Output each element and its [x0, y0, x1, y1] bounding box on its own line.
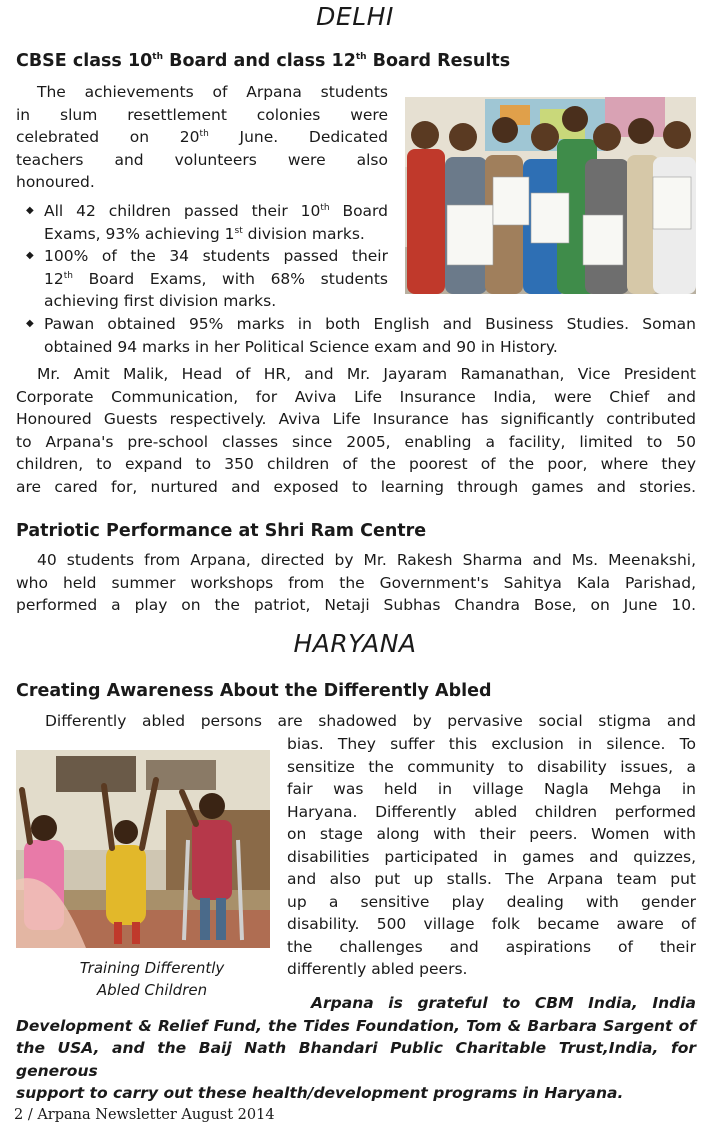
differently-abled-first-line: Differently abled persons are shadowed by pervasive social stigma and: [45, 712, 696, 730]
acknowledgement-paragraph: Arpana is grateful to CBM India, India Development & Relief Fund, the Tides Foundation, Tom & Barbara Sargent of the USA, and the Baij Nath Bhandari Public Charitable Trust,India, for generous support to carry out these health/development programs in Haryana.: [16, 994, 696, 1102]
cbse-results-list: [16, 200, 388, 313]
photo-caption: Training Differently Abled Children: [79, 959, 225, 999]
cbse-intro-paragraph: The achievements of Arpana students in slum resettlement colonies were celebrated on 20th June. Dedicated teachers and volunteers were also honoured.: [16, 83, 388, 191]
cbse-results-heading: CBSE class 10th Board and class 12th Board Results: [16, 51, 511, 71]
training-children-photo: [16, 750, 270, 948]
region-title-haryana: HARYANA: [293, 629, 417, 658]
list-item: ◆ 100% of the 34 students passed their 12th Board Exams, with 68% students achieving first division marks.: [26, 247, 388, 310]
patriotic-heading: Patriotic Performance at Shri Ram Centre: [16, 521, 427, 541]
aviva-paragraph: Mr. Amit Malik, Head of HR, and Mr. Jayaram Ramanathan, Vice President Corporate Communication, for Aviva Life Insurance India, were Chief and Honoured Guests respectively. Aviva Life Insurance has significantly contributed to Arpana's pre-school classes since 2005, enabling a facility, limited to 50 children, to expand to 350 children of the poorest of the poor, where they are cared for, nurtured and exposed to learning through games and stories.: [16, 365, 696, 496]
students-results-photo: [405, 97, 696, 294]
list-item: ◆ All 42 children passed their 10th Board Exams, 93% achieving 1st division marks.: [26, 202, 388, 243]
diamond-bullet-icon: ◆: [26, 250, 34, 261]
students-results-photo-illustration: [405, 97, 696, 294]
differently-abled-heading: Creating Awareness About the Differently Abled: [16, 681, 492, 701]
differently-abled-paragraph: bias. They suffer this exclusion in silence. To sensitize the community to disability issues, a fair was held in village Nagla Mehga in Haryana. Differently abled children performed on stage along with their peers. Women with disabilities participated in games and quizzes, and also put up stalls. The Arpana team put up a sensitive play dealing with gender disability. 500 village folk became aware of the challenges and aspirations of their differently abled peers.: [287, 735, 696, 978]
cbse-pawan-list: [16, 313, 696, 358]
diamond-bullet-icon: ◆: [26, 318, 34, 329]
training-children-photo-illustration: [16, 750, 270, 948]
page-footer: 2 / Arpana Newsletter August 2014: [14, 1107, 275, 1123]
region-title-delhi: DELHI: [316, 2, 394, 31]
diamond-bullet-icon: ◆: [26, 205, 34, 216]
list-item: ◆ Pawan obtained 95% marks in both English and Business Studies. Soman obtained 94 marks in her Political Science exam and 90 in History.: [26, 315, 696, 356]
patriotic-paragraph: 40 students from Arpana, directed by Mr. Rakesh Sharma and Ms. Meenakshi, who held summer workshops from the Government's Sahitya Kala Parishad, performed a play on the patriot, Netaji Subhas Chandra Bose, on June 10.: [16, 551, 696, 614]
